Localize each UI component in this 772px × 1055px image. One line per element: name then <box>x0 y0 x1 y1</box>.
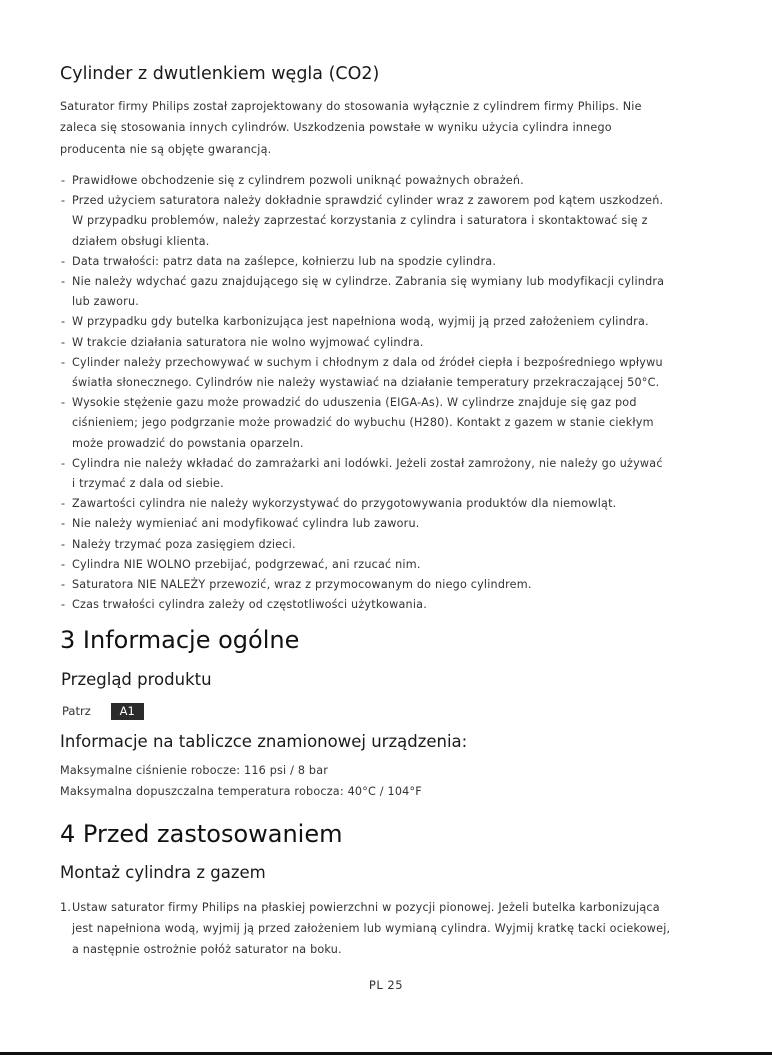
step-line: Ustaw saturator firmy Philips na płaskiej powierzchni w pozycji pionowej. Jeżeli butelka karbonizująca <box>72 901 660 914</box>
bullet-line: - Data trwałości: patrz data na zaślepce, kołnierzu lub na spodzie cylindra. <box>72 254 497 268</box>
see-reference <box>62 702 144 720</box>
safety-bullet <box>60 494 730 514</box>
mount-step <box>60 897 730 960</box>
figure-ref-badge: A1 <box>111 703 144 720</box>
spec-max-pressure: Maksymalne ciśnienie robocze: 116 psi / 8 bar <box>60 764 329 777</box>
bullet-line: - W przypadku gdy butelka karbonizująca jest napełniona wodą, wyjmij ją przed założeniem cylindra. <box>72 315 649 329</box>
safety-bullet <box>60 333 730 353</box>
safety-bullet <box>60 191 730 252</box>
safety-bullet <box>60 312 730 332</box>
bullet-line: - Przed użyciem saturatora należy dokładnie sprawdzić cylinder wraz z zaworem pod kątem uszkodzeń. <box>72 194 664 208</box>
bullet-line: - Saturatora NIE NALEŻY przewozić, wraz z przymocowanym do niego cylindrem. <box>72 578 532 592</box>
product-overview-heading: Przegląd produktu <box>61 670 212 689</box>
safety-bullet <box>60 393 730 454</box>
co2-cylinder-heading: Cylinder z dwutlenkiem węgla (CO2) <box>60 64 380 84</box>
safety-bullet <box>60 514 730 534</box>
safety-bullet <box>60 353 730 393</box>
intro-line: zaleca się stosowania innych cylindrów. Uszkodzenia powstałe w wyniku użycia cylindra innego <box>60 121 612 135</box>
safety-bullet <box>60 535 730 555</box>
section-4-heading: 4 Przed zastosowaniem <box>60 820 343 848</box>
safety-bullet <box>60 575 730 595</box>
bullet-line: - Cylinder należy przechowywać w suchym i chłodnym z dala od źródeł ciepła i bezpośredniego wpływu <box>72 355 663 369</box>
bullet-line: światła słonecznego. Cylindrów nie należy wystawiać na działanie temperatury przekraczającej 50°C. <box>72 376 660 390</box>
bullet-line: W przypadku problemów, należy zaprzestać korzystania z cylindra i saturatora i skontaktować się z <box>72 214 648 228</box>
bullet-line: - Czas trwałości cylindra zależy od częstotliwości użytkowania. <box>72 598 427 612</box>
spec-max-temperature: Maksymalna dopuszczalna temperatura robocza: 40°C / 104°F <box>60 785 422 798</box>
bullet-line: - Prawidłowe obchodzenie się z cylindrem pozwoli uniknąć poważnych obrażeń. <box>72 174 524 187</box>
cylinder-mount-heading: Montaż cylindra z gazem <box>60 863 266 882</box>
rating-plate-specs <box>60 760 422 802</box>
safety-bullet <box>60 454 730 494</box>
mount-steps-list <box>60 897 730 960</box>
bullet-line: i trzymać z dala od siebie. <box>72 477 224 491</box>
intro-line: Saturator firmy Philips został zaprojektowany do stosowania wyłącznie z cylindrem firmy Philips. Nie <box>60 100 642 113</box>
bullet-line: - Nie należy wdychać gazu znajdującego się w cylindrze. Zabrania się wymiany lub modyfikacji cylindra <box>72 275 665 289</box>
bullet-line: - Cylindra NIE WOLNO przebijać, podgrzewać, ani rzucać nim. <box>72 557 421 571</box>
bullet-line: - Cylindra nie należy wkładać do zamrażarki ani lodówki. Jeżeli został zamrożony, nie należy go używać <box>72 456 663 470</box>
page-number: PL 25 <box>368 978 404 992</box>
co2-intro-paragraph <box>60 96 720 160</box>
step-number: 1. <box>60 901 72 914</box>
section-3-heading: 3 Informacje ogólne <box>60 626 300 654</box>
safety-bullet <box>60 272 730 312</box>
bullet-line: - W trakcie działania saturatora nie wolno wyjmować cylindra. <box>72 335 424 349</box>
intro-line: producenta nie są objęte gwarancją. <box>60 142 272 156</box>
safety-bullet <box>60 252 730 272</box>
see-label: Patrz <box>62 704 91 718</box>
safety-bullet <box>60 555 730 575</box>
safety-bullet-list <box>60 171 730 615</box>
step-line: a następnie ostrożnie połóż saturator na boku. <box>72 943 342 956</box>
bullet-line: - Wysokie stężenie gazu może prowadzić do uduszenia (EIGA-As). W cylindrze znajduje się gaz pod <box>72 396 637 410</box>
bullet-line: - Zawartości cylindra nie należy wykorzystywać do przygotowywania produktów dla niemowląt. <box>72 497 617 511</box>
rating-plate-heading: Informacje na tabliczce znamionowej urządzenia: <box>60 732 468 751</box>
bullet-line: - Należy trzymać poza zasięgiem dzieci. <box>72 537 296 551</box>
bullet-line: może prowadzić do powstania oparzeln. <box>72 436 304 450</box>
bullet-line: - Nie należy wymieniać ani modyfikować cylindra lub zaworu. <box>72 517 420 531</box>
bullet-line: lub zaworu. <box>72 295 140 309</box>
bullet-line: ciśnieniem; jego podgrzanie może prowadzić do wybuchu (H280). Kontakt z gazem w stanie ciekłym <box>72 416 654 430</box>
safety-bullet <box>60 595 730 615</box>
bullet-line: działem obsługi klienta. <box>72 234 210 248</box>
step-line: jest napełniona wodą, wyjmij ją przed założeniem lub wymianą cylindra. Wyjmij kratkę tacki ociekowej, <box>72 922 671 935</box>
safety-bullet <box>60 171 730 191</box>
